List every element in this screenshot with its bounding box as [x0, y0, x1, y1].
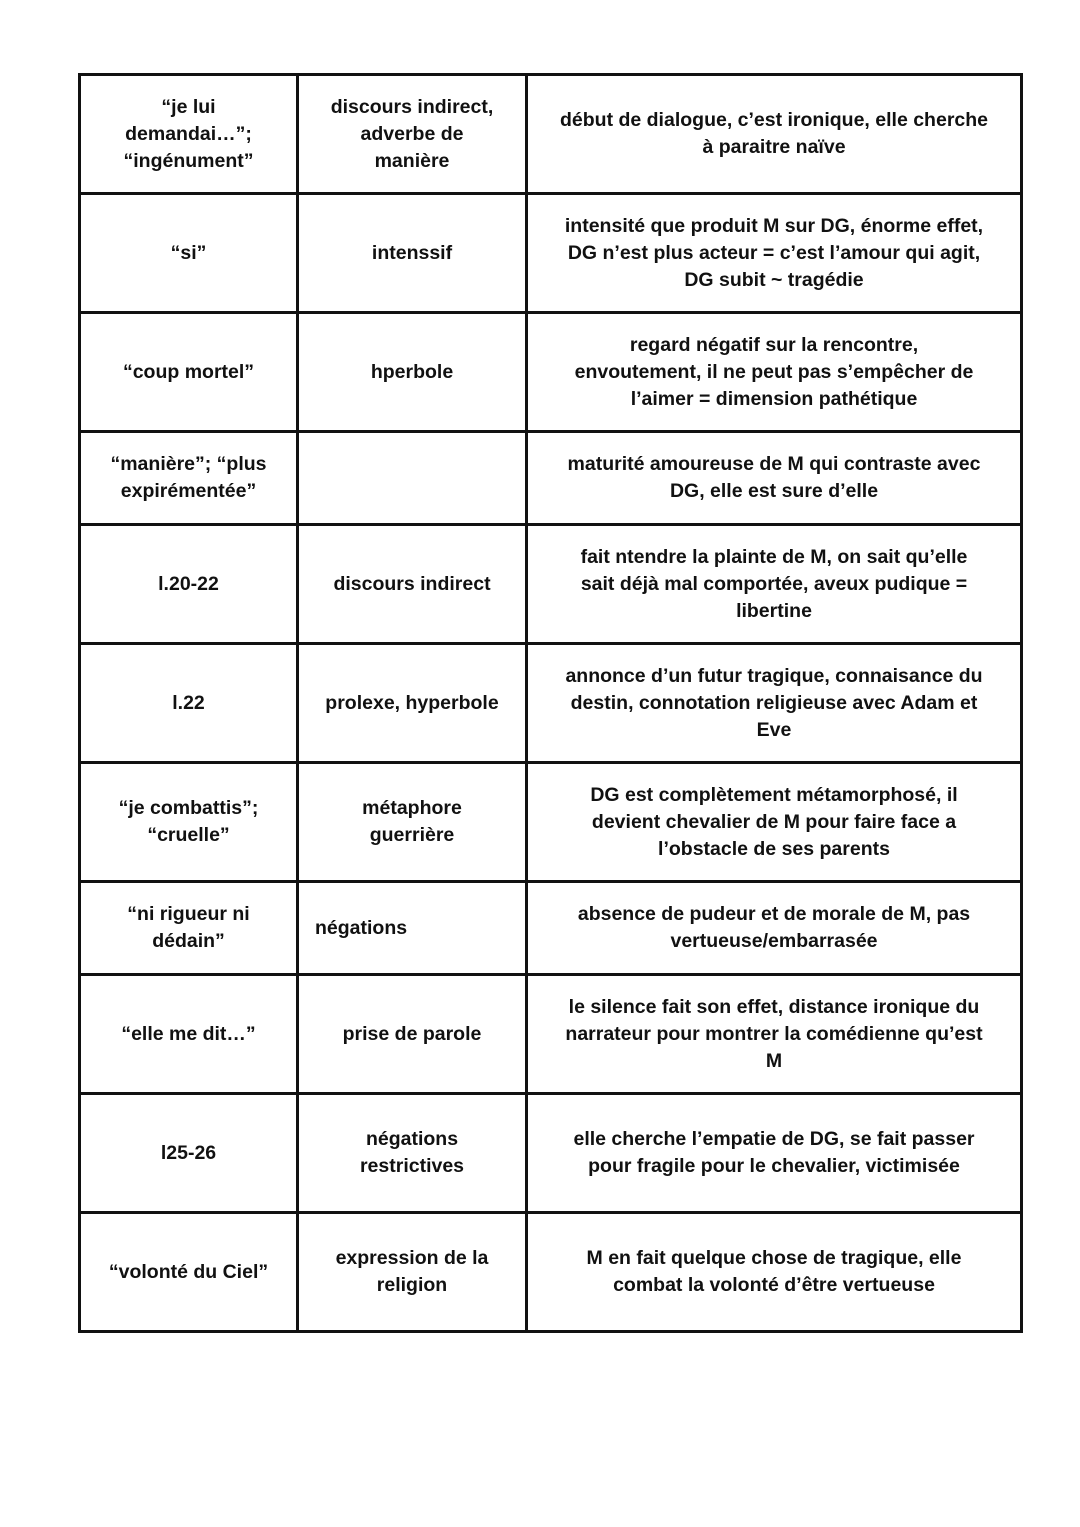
cell-procede: discours indirect, adverbe de manière [298, 75, 527, 194]
cell-citation: l.22 [80, 644, 298, 763]
table-row [80, 194, 1022, 313]
cell-citation: “manière”; “plus expirémentée” [80, 432, 298, 525]
table-row [80, 1213, 1022, 1332]
cell-citation: “je lui demandai…”; “ingénument” [80, 75, 298, 194]
cell-interpretation: DG est complètement métamorphosé, il devient chevalier de M pour faire face a l’obstacle de ses parents [527, 763, 1022, 882]
table-row [80, 75, 1022, 194]
cell-procede: métaphore guerrière [298, 763, 527, 882]
cell-interpretation: regard négatif sur la rencontre, envoutement, il ne peut pas s’empêcher de l’aimer = dimension pathétique [527, 313, 1022, 432]
cell-interpretation: annonce d’un futur tragique, connaisance du destin, connotation religieuse avec Adam et Eve [527, 644, 1022, 763]
cell-citation: l25-26 [80, 1094, 298, 1213]
cell-citation: l.20-22 [80, 525, 298, 644]
cell-interpretation: elle cherche l’empatie de DG, se fait passer pour fragile pour le chevalier, victimisée [527, 1094, 1022, 1213]
cell-procede: prise de parole [298, 975, 527, 1094]
cell-citation: “coup mortel” [80, 313, 298, 432]
cell-interpretation: fait ntendre la plainte de M, on sait qu’elle sait déjà mal comportée, aveux pudique = libertine [527, 525, 1022, 644]
table-row [80, 432, 1022, 525]
cell-interpretation: le silence fait son effet, distance ironique du narrateur pour montrer la comédienne qu’est M [527, 975, 1022, 1094]
cell-citation: “volonté du Ciel” [80, 1213, 298, 1332]
table-row [80, 313, 1022, 432]
cell-interpretation: absence de pudeur et de morale de M, pas vertueuse/embarrasée [527, 882, 1022, 975]
cell-interpretation: maturité amoureuse de M qui contraste avec DG, elle est sure d’elle [527, 432, 1022, 525]
cell-procede: négations restrictives [298, 1094, 527, 1213]
cell-citation: “si” [80, 194, 298, 313]
table-row [80, 525, 1022, 644]
cell-procede: discours indirect [298, 525, 527, 644]
cell-citation: “ni rigueur ni dédain” [80, 882, 298, 975]
cell-citation: “elle me dit…” [80, 975, 298, 1094]
cell-interpretation: début de dialogue, c’est ironique, elle cherche à paraitre naïve [527, 75, 1022, 194]
table-row [80, 763, 1022, 882]
table-row [80, 975, 1022, 1094]
table-row [80, 644, 1022, 763]
cell-procede: prolexe, hyperbole [298, 644, 527, 763]
cell-interpretation: intensité que produit M sur DG, énorme effet, DG n’est plus acteur = c’est l’amour qui agit, DG subit ~ tragédie [527, 194, 1022, 313]
cell-procede: négations [298, 882, 527, 975]
analysis-table [78, 73, 1023, 1333]
table-row [80, 882, 1022, 975]
cell-procede: intenssif [298, 194, 527, 313]
cell-citation: “je combattis”; “cruelle” [80, 763, 298, 882]
cell-procede: expression de la religion [298, 1213, 527, 1332]
cell-procede [298, 432, 527, 525]
cell-procede: hperbole [298, 313, 527, 432]
cell-interpretation: M en fait quelque chose de tragique, elle combat la volonté d’être vertueuse [527, 1213, 1022, 1332]
table-row [80, 1094, 1022, 1213]
